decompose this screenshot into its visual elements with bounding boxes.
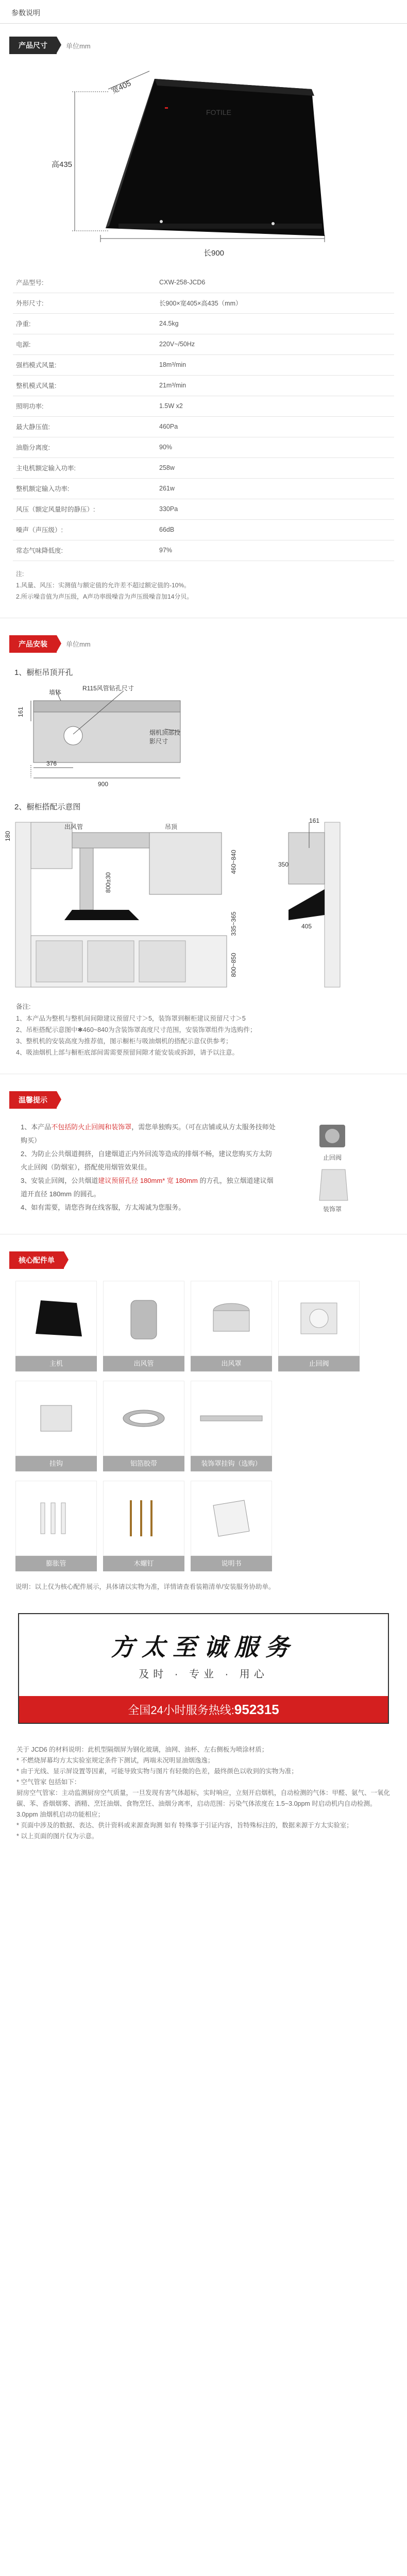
range-hood-diagram: [0, 61, 407, 272]
spec-key: 整机模式风量:: [13, 375, 156, 396]
spec-value: 66dB: [156, 519, 394, 540]
spec-note-line: 2.所示噪音值为声压级，A声功率级噪音为声压级噪音加14分贝。: [16, 592, 193, 600]
installation-unit: 单位mm: [66, 640, 91, 648]
label-800-850: 800~850: [230, 952, 238, 977]
part-label: 说明书: [191, 1556, 272, 1571]
spec-row: [13, 499, 394, 519]
product-size-header: [0, 35, 407, 56]
spec-row: [13, 313, 394, 334]
part-card: [103, 1281, 184, 1371]
check-valve-label: 止回阀: [323, 1154, 342, 1161]
part-label: 铝箔胶带: [103, 1456, 184, 1471]
page-title: 参数说明: [0, 0, 407, 24]
cabinet-layout-drawing: [0, 817, 407, 992]
warm-tips-tag: 温馨提示: [9, 1091, 57, 1109]
part-card: [103, 1381, 184, 1471]
label-405: 405: [301, 922, 312, 930]
install-note: 3、整机机的安装高度为推荐值，图示橱柜与吸油烟机的搭配示意仅供参考；: [16, 1037, 232, 1045]
check-valve-icon: [288, 1293, 350, 1344]
part-label: 木螺钉: [103, 1556, 184, 1571]
spec-value: 220V~/50Hz: [156, 334, 394, 354]
spec-key: 常态气味降低度:: [13, 540, 156, 561]
part-card: [278, 1281, 360, 1371]
final-note: * 页面中涉及的数据、表达、供计资料或来源查询测 如有 特殊事于引证内容，旨特殊标注的，数据来源于方太实验室；: [16, 1821, 353, 1829]
warm-tip-item: 2、为防止公共烟道拥挤，自建烟道正内外回流等造成的排烟不畅，建议您购买方太防火止回阀（防烟室），搭配使用烟管效果佳。: [21, 1149, 273, 1171]
install-note: 4、吸油烟机上部与橱柜底部间需需要预留间隙才能安装或拆卸，请予以注意。: [16, 1048, 239, 1056]
label-161: 161: [309, 817, 320, 824]
part-label: 出风罩: [191, 1356, 272, 1371]
label-335-365: 335~365: [230, 911, 238, 936]
install-notes: [16, 1013, 407, 1058]
manual-icon: [200, 1493, 262, 1544]
part-card: [15, 1381, 97, 1471]
spec-value: 24.5kg: [156, 313, 394, 334]
spec-note-line: 注:: [16, 570, 24, 578]
part-label: 止回阀: [278, 1356, 360, 1371]
hotline-number: 952315: [234, 1701, 279, 1717]
label-hole: R115风管钻孔尺寸: [82, 684, 134, 692]
hotline-label: 全国24小时服务热线:: [128, 1703, 234, 1717]
warm-tips-text: [21, 1121, 278, 1218]
spec-row: [13, 354, 394, 375]
check-valve-item: [294, 1121, 371, 1162]
label-376: 376: [46, 759, 57, 767]
dim-height: 高435: [52, 160, 73, 169]
spec-key: 产品型号:: [13, 272, 156, 293]
part-card: [191, 1281, 272, 1371]
screw-icon: [113, 1493, 175, 1544]
spec-row: [13, 375, 394, 396]
spec-notes: [16, 568, 391, 602]
spec-row: [13, 540, 394, 561]
decor-cover-item: [294, 1167, 371, 1213]
duct-pipe-icon: [113, 1293, 175, 1344]
spec-row: [13, 293, 394, 313]
decor-cover-label: 装饰罩: [323, 1205, 342, 1213]
spec-row: [13, 396, 394, 416]
install-note: 2、吊柜搭配示意图中✱460~840为含装饰罩高度尺寸范围，安装饰罩组件为选购件；: [16, 1026, 257, 1033]
spec-key: 主电机额定输入功率:: [13, 457, 156, 478]
spec-value: 261w: [156, 478, 394, 499]
label-161: 161: [17, 706, 25, 717]
range-hood-icon: [25, 1295, 87, 1342]
install-notes-title: 备注:: [16, 1003, 31, 1010]
part-card: [191, 1481, 272, 1571]
final-note: * 由于光线、显示屏设置等因素，可能导致实物与图片有轻微的色差，最终颜色以收到的实物为准；: [16, 1767, 298, 1775]
spec-key: 照明功率:: [13, 396, 156, 416]
parts-tag: 核心配件单: [9, 1251, 64, 1269]
spec-key: 风压（额定风量时的静压）:: [13, 499, 156, 519]
label-wall: 墙体: [49, 688, 62, 696]
spec-value: 21m³/min: [156, 375, 394, 396]
spec-key: 净重:: [13, 313, 156, 334]
part-label: 主机: [15, 1356, 97, 1371]
final-note: * 以上页面的图片仅为示意。: [16, 1832, 98, 1840]
part-label: 膨胀管: [15, 1556, 97, 1571]
spec-value: 长900×宽405×高435（mm）: [156, 293, 394, 313]
dim-length: 长900: [204, 249, 225, 258]
outlet-cover-icon: [200, 1293, 262, 1344]
spec-value: 258w: [156, 457, 394, 478]
service-banner: [18, 1613, 389, 1724]
svg-text:FOTILE: FOTILE: [206, 108, 232, 116]
spec-key: 外形尺寸:: [13, 293, 156, 313]
spec-row: [13, 334, 394, 354]
product-size-tag: 产品尺寸: [9, 37, 57, 54]
part-label: 装饰罩挂钩（选购）: [191, 1456, 272, 1471]
warm-tip-item: 1、本产品不包括防火止回阀和装饰罩，需您单独购买。（可在店铺或从方太服务技师处购买）: [21, 1123, 276, 1144]
part-card: [15, 1481, 97, 1571]
spec-row: [13, 478, 394, 499]
foil-tape-icon: [113, 1393, 175, 1444]
spec-key: 噪声（声压级）:: [13, 519, 156, 540]
label-900: 900: [98, 780, 109, 788]
spec-value: 97%: [156, 540, 394, 561]
spec-value: CXW-258-JCD6: [156, 272, 394, 293]
parts-header: [0, 1250, 407, 1270]
final-note: 厨房空气管家：主动监测厨房空气质量，一旦发现有害气体超标，实时响应，立刻开启烟机，自动检测的气体：甲醛、氨气、一氧化碳、苯、香烟烟雾、酒精、烹饪油烟、食物烹饪、油烟分离率，启动范围：污染气体浓度在 1.5~3.0ppm 时启动机内自动检测。3.0ppm 油烟机启动功能相应；: [16, 1789, 391, 1818]
final-notes: [16, 1744, 392, 1842]
spec-value: 18m³/min: [156, 354, 394, 375]
spec-note-line: 1.风量、风压：实测值与额定值的允许差不超过额定值的-10%。: [16, 581, 191, 589]
warm-tip-item: 3、安装止回阀，公共烟道建议预留孔径 180mm* 宽 180mm 的方孔，独立烟道建议烟道开直径 180mm 的圆孔。: [21, 1176, 274, 1198]
final-note: * 空气管家 包括如下：: [16, 1778, 81, 1786]
spec-row: [13, 457, 394, 478]
final-note: 关于 JCD6 的材料说明：此机型隔烟屏为钢化玻璃，油网、油杯、左右侧板为喷涂材质；: [16, 1745, 268, 1753]
spec-value: 460Pa: [156, 416, 394, 437]
parts-note: 说明：以上仅为核心配件展示，具体请以实物为准，详情请查看装箱清单/安装服务协助单。: [15, 1583, 275, 1590]
part-card: [191, 1381, 272, 1471]
spec-key: 最大静压值:: [13, 416, 156, 437]
spec-value: 90%: [156, 437, 394, 457]
service-calligraphy: 方太至诚服务: [111, 1633, 296, 1661]
install-note: 1、本产品为整机与整机间间隙建议预留尺寸＞5，装饰罩到橱柜建议预留尺寸＞5: [16, 1014, 246, 1022]
spec-value: 1.5W x2: [156, 396, 394, 416]
spec-key: 整机额定输入功率:: [13, 478, 156, 499]
product-size-unit: 单位mm: [66, 42, 91, 50]
label-outlet: 出风管: [64, 823, 83, 831]
label-projection: 烟机顶部投影尺寸: [149, 728, 181, 745]
dim-width: 宽405: [110, 79, 133, 96]
decor-cover-icon: [312, 1167, 353, 1203]
installation-tag: 产品安装: [9, 635, 57, 653]
label-460-840: 460~840: [230, 849, 238, 874]
warm-tips-icons: [294, 1121, 371, 1218]
warm-tips: [0, 1121, 407, 1218]
service-hotline: [19, 1696, 388, 1723]
spec-row: [13, 519, 394, 540]
anchor-icon: [25, 1493, 87, 1544]
warm-tips-header: [0, 1090, 407, 1110]
final-note: * 不燃烧屏幕均方太实验室规定条件下测试，两端未况明显油烟逸逸；: [16, 1756, 214, 1764]
spec-key: 电源:: [13, 334, 156, 354]
parts-grid: [15, 1281, 407, 1571]
warm-tip-item: 4、如有需要，请您咨询在线客服，方太竭诚为您服务。: [21, 1203, 185, 1211]
label-350: 350: [278, 860, 289, 868]
spec-row: [13, 272, 394, 293]
spec-row: [13, 416, 394, 437]
label-800-30: 800±30: [104, 872, 112, 893]
cabinet-hole-diagram: [0, 683, 407, 796]
part-card: [15, 1281, 97, 1371]
part-label: 出风管: [103, 1356, 184, 1371]
label-180: 180: [4, 831, 12, 841]
spec-key: 油脂分离度:: [13, 437, 156, 457]
step1-title: 1、橱柜吊顶开孔: [14, 668, 73, 677]
part-label: 挂钩: [15, 1456, 97, 1471]
spec-table: [13, 272, 394, 561]
service-sub: 及时 · 专业 · 用心: [139, 1668, 268, 1680]
spec-key: 强档模式风量:: [13, 354, 156, 375]
part-card: [103, 1481, 184, 1571]
cabinet-layout-diagram: [0, 817, 407, 992]
bracket-icon: [195, 1393, 267, 1444]
label-ceiling: 吊顶: [165, 823, 178, 831]
check-valve-icon: [312, 1121, 353, 1151]
spec-value: 330Pa: [156, 499, 394, 519]
step2-title: 2、橱柜搭配示意图: [14, 802, 81, 811]
cabinet-hole-drawing: [0, 683, 407, 796]
installation-header: [0, 634, 407, 654]
spec-row: [13, 437, 394, 457]
hanger-icon: [25, 1393, 87, 1444]
